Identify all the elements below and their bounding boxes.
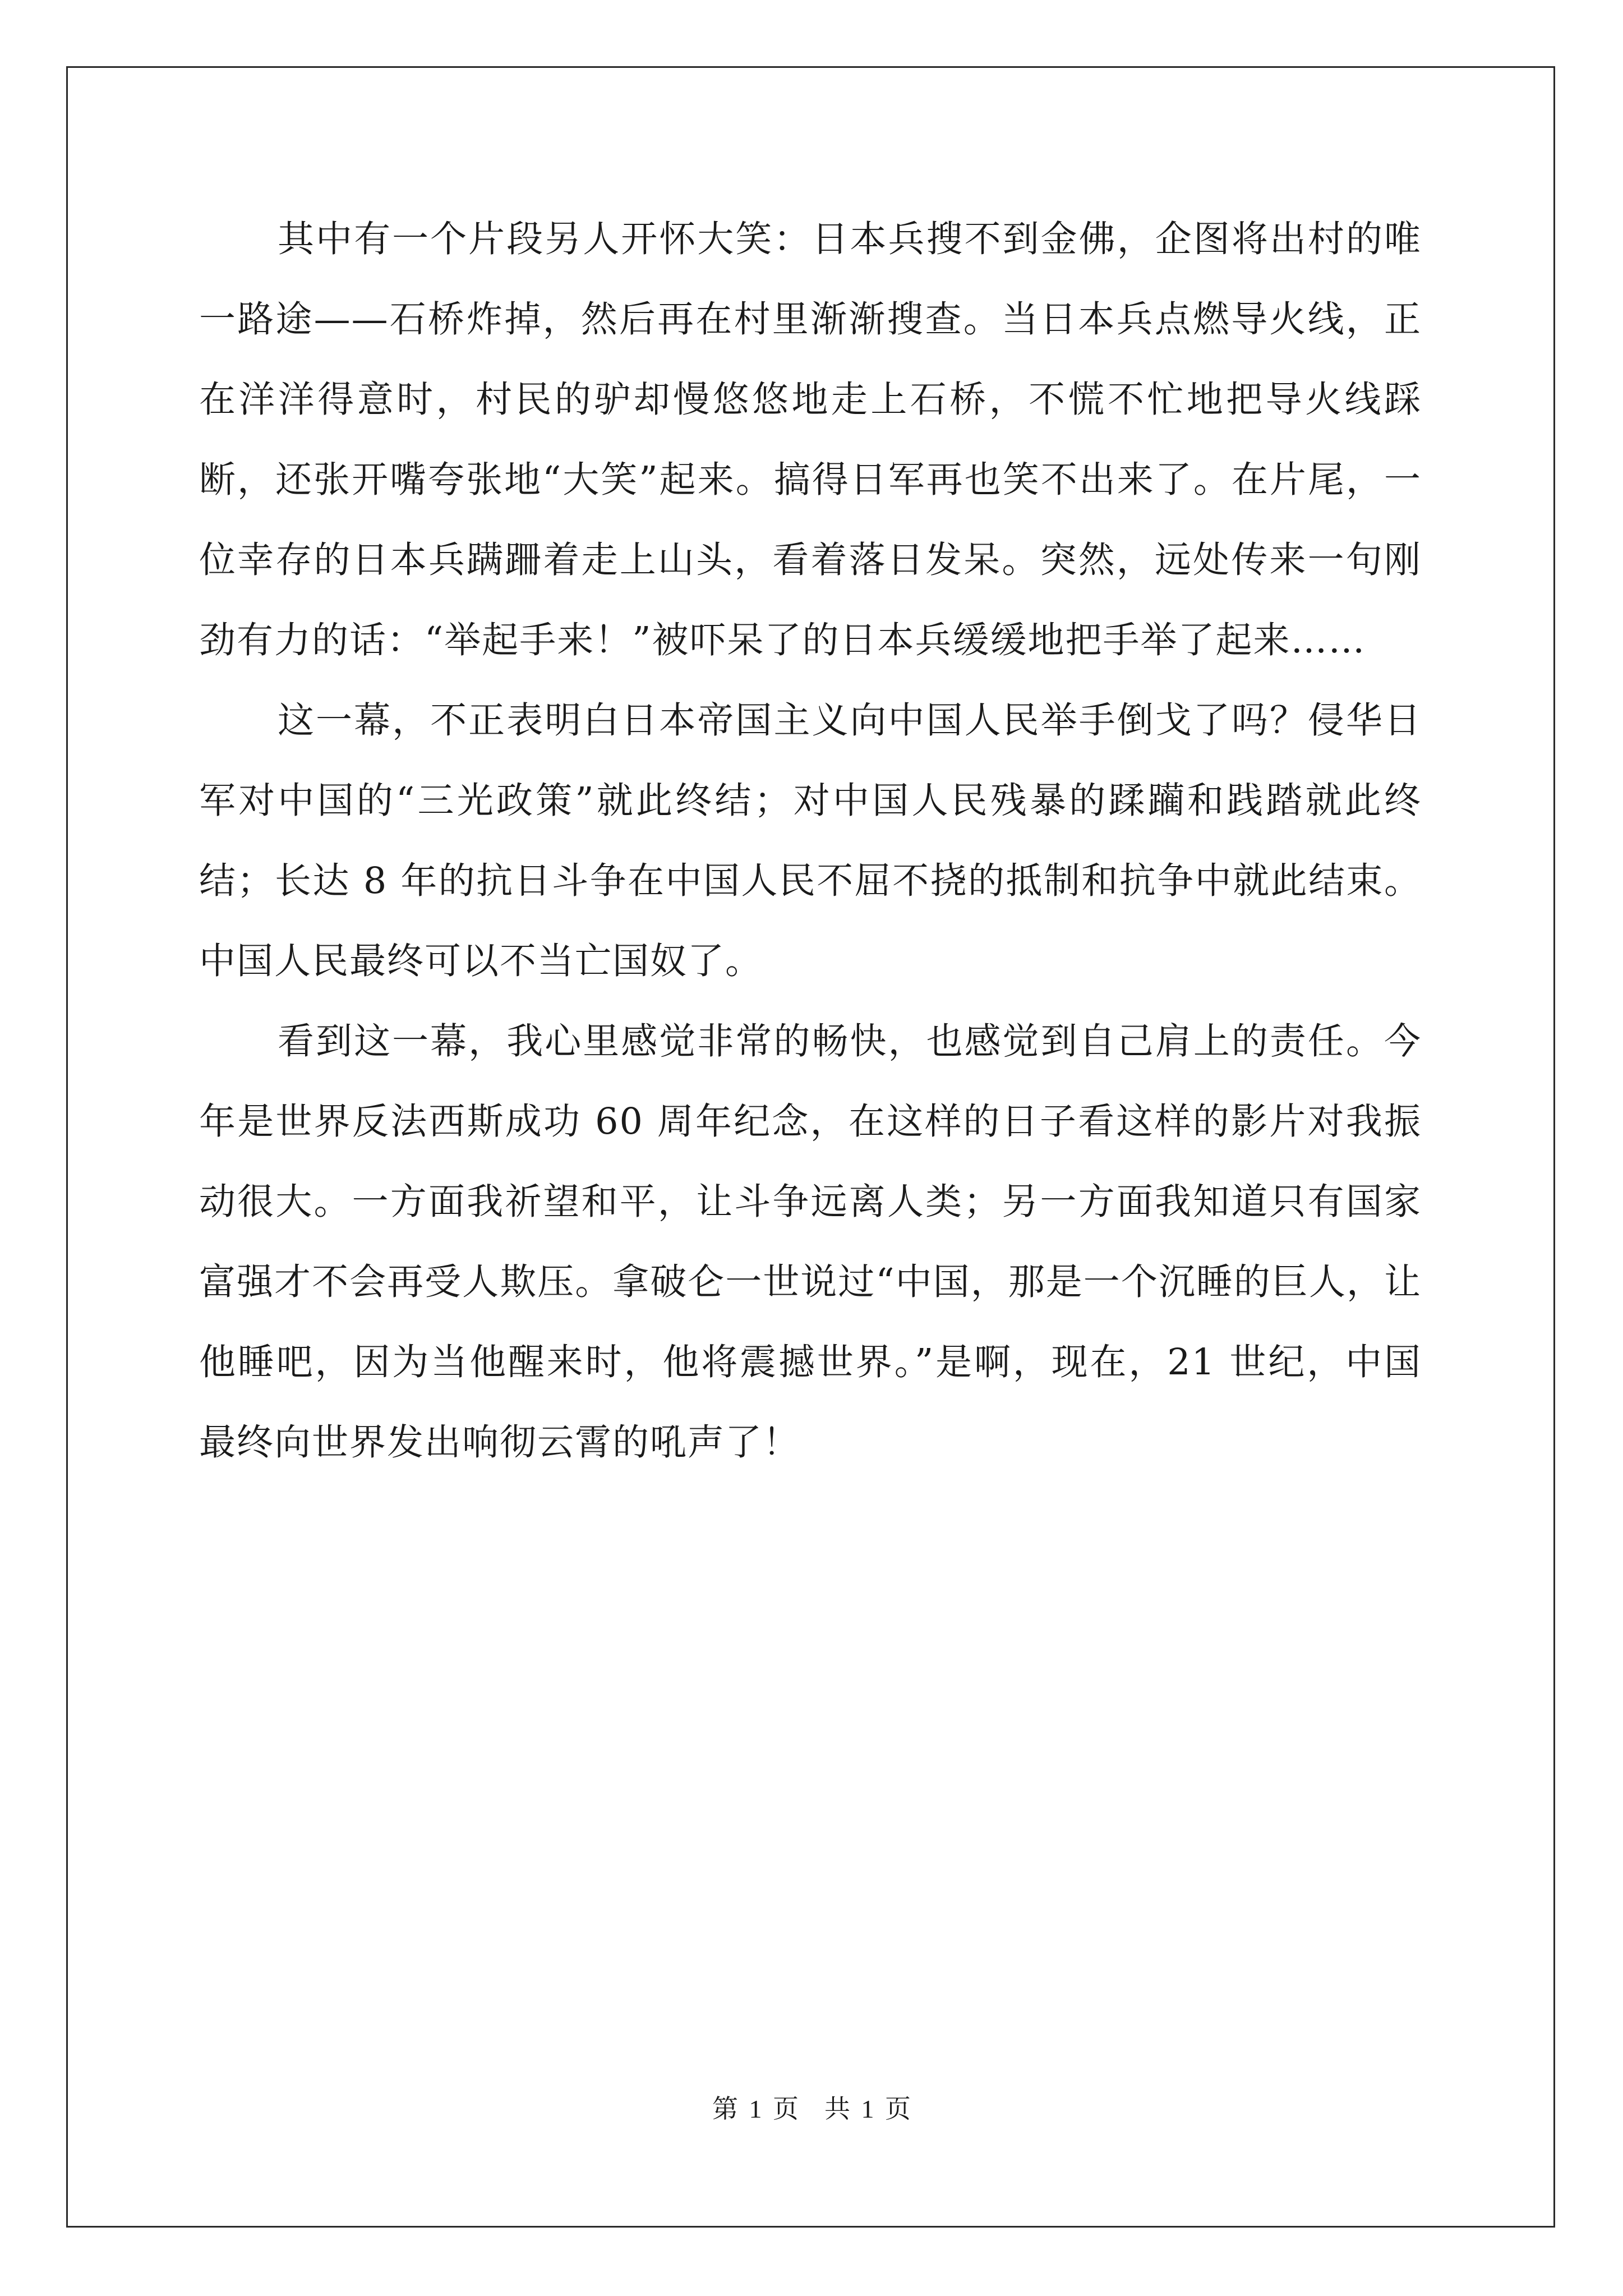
paragraph-2: 这一幕，不正表明白日本帝国主义向中国人民举手倒戈了吗？侵华日军对中国的“三光政策”就此终结；对中国人民残暴的蹂躏和践踏就此终结；长达 8 年的抗日斗争在中国人民不屈不挠的抵制和抗争中就此结束。中国人民最终可以不当亡国奴了。 xyxy=(199,700,1422,982)
document-body xyxy=(199,199,1422,1483)
page-number-footer: 第 1 页 共 1 页 xyxy=(712,2095,911,2123)
paragraph-3: 看到这一幕，我心里感觉非常的畅快，也感觉到自己肩上的责任。今年是世界反法西斯成功 60 周年纪念，在这样的日子看这样的影片对我振动很大。一方面我祈望和平，让斗争远离人类；另一方面我知道只有国家富强才不会再受人欺压。拿破仑一世说过“中国，那是一个沉睡的巨人，让他睡吧，因为当他醒来时，他将震撼世界。”是啊，现在，21 世纪，中国最终向世界发出响彻云霄的吼声了！ xyxy=(199,1020,1422,1464)
paragraph-1: 其中有一个片段另人开怀大笑：日本兵搜不到金佛，企图将出村的唯一路途——石桥炸掉，然后再在村里渐渐搜查。当日本兵点燃导火线，正在洋洋得意时，村民的驴却慢悠悠地走上石桥，不慌不忙地把导火线踩断，还张开嘴夸张地“大笑”起来。搞得日军再也笑不出来了。在片尾，一位幸存的日本兵蹒跚着走上山头，看着落日发呆。突然，远处传来一句刚劲有力的话：“举起手来！”被吓呆了的日本兵缓缓地把手举了起来…… xyxy=(199,218,1422,661)
